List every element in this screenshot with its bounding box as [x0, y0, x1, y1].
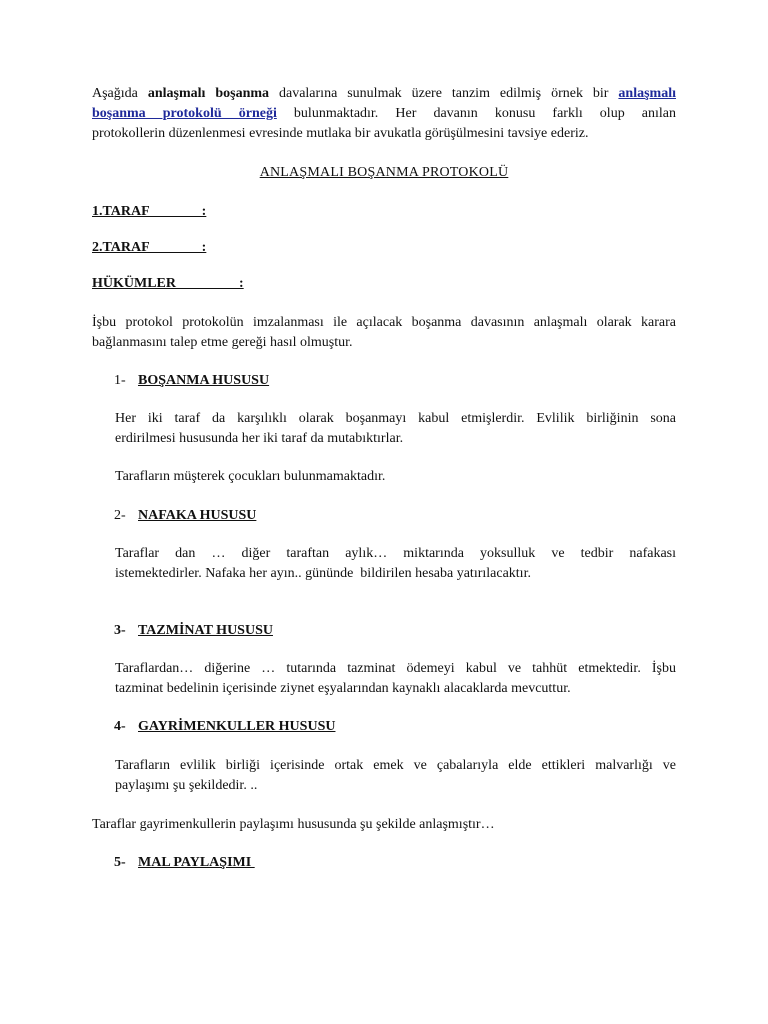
section-2-para-line-2: istemektedirler. Nafaka her ayın.. gününde bildirilen hesaba yatırılacaktır. — [115, 566, 531, 581]
section-2-heading — [114, 506, 256, 526]
preamble-line-2: bağlanmasını talep etme gereği hasıl olmuştur. — [92, 335, 353, 350]
intro-line-1 — [92, 84, 676, 104]
section-5-title: MAL PAYLAŞIMI — [138, 855, 255, 870]
section-1-para-2: Tarafların müşterek çocukları bulunmamaktadır. — [115, 469, 386, 484]
section-1-heading — [114, 371, 269, 391]
section-4-para-line-1: Tarafların evlilik birliği içerisinde ortak emek ve çabalarıyla elde ettikleri malvarlığı ve — [115, 758, 676, 773]
section-1-number: 1- — [114, 373, 126, 388]
party-1-label: 1.TARAF : — [92, 204, 207, 219]
section-3-para-line-1: Taraflardan… diğerine … tutarında tazminat ödemeyi kabul ve tahhüt etmektedir. İşbu — [115, 661, 676, 676]
section-2-number: 2- — [114, 508, 126, 523]
preamble-line-1: İşbu protokol protokolün imzalanması ile açılacak boşanma davasının anlaşmalı olarak karara — [92, 315, 676, 330]
section-1-para-line-1: Her iki taraf da karşılıklı olarak boşanmayı kabul etmişlerdir. Evlilik birliğinin sona — [115, 411, 676, 426]
section-3-number: 3- — [114, 623, 126, 638]
section-4-title: GAYRİMENKULLER HUSUSU — [138, 719, 336, 734]
intro-line-3: protokollerin düzenlenmesi evresinde mutlaka bir avukatla görüşülmesini tavsiye ederiz. — [92, 126, 589, 141]
real-estate-agreement-line: Taraflar gayrimenkullerin paylaşımı hususunda şu şekilde anlaşmıştır… — [92, 817, 495, 832]
intro-line-2 — [92, 104, 676, 124]
protocol-example-link[interactable]: anlaşmalı — [618, 86, 676, 101]
section-3-para-line-2: tazminat bedelinin içerisinde ziynet eşyalarından kaynaklı alacaklarda mevcuttur. — [115, 681, 571, 696]
section-4-para-line-2: paylaşımı şu şekildedir. .. — [115, 778, 258, 793]
section-2-title: NAFAKA HUSUSU — [138, 508, 257, 523]
party-2-label: 2.TARAF : — [92, 240, 207, 255]
document-title: ANLAŞMALI BOŞANMA PROTOKOLÜ — [259, 165, 509, 180]
section-3-heading — [114, 621, 273, 641]
intro-text-1: Aşağıda — [92, 86, 148, 101]
section-1-title: BOŞANMA HUSUSU — [138, 373, 270, 388]
intro-text-2: davalarına sunulmak üzere tanzim edilmiş örnek bir — [269, 86, 619, 101]
intro-bold-term: anlaşmalı boşanma — [147, 86, 270, 101]
section-1-para-line-2: erdirilmesi hususunda her iki taraf da mutabıktırlar. — [115, 431, 404, 446]
protocol-example-link-cont[interactable]: boşanma protokolü örneği — [92, 106, 277, 121]
provisions-label: HÜKÜMLER : — [92, 276, 244, 291]
section-4-number: 4- — [114, 719, 126, 734]
section-2-para-line-1: Taraflar dan … diğer taraftan aylık… miktarında yoksulluk ve tedbir nafakası — [115, 546, 676, 561]
section-3-title: TAZMİNAT HUSUSU — [138, 623, 273, 638]
section-5-heading — [114, 853, 255, 873]
section-4-heading — [114, 717, 335, 737]
section-5-number: 5- — [114, 855, 126, 870]
intro-text-3: bulunmaktadır. Her davanın konusu farklı olup anılan — [276, 106, 676, 121]
